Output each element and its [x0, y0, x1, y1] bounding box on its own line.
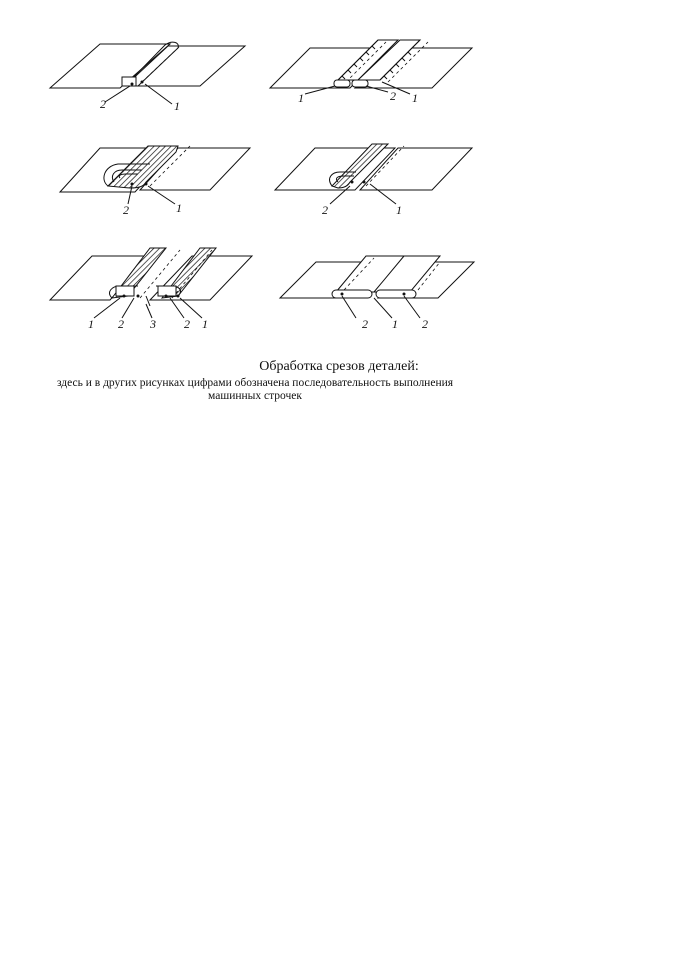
panel-6-seam [280, 256, 474, 331]
caption-note: здесь и в других рисунках цифрами обозначена последовательность выполнения машинных строчек [56, 377, 454, 402]
panel-6-label-b: 1 [392, 317, 398, 331]
panel-4-label-b: 1 [396, 203, 402, 217]
panel-2-label-b: 2 [390, 89, 396, 103]
panel-5-label-d: 2 [184, 317, 190, 331]
panel-1-label-b: 1 [174, 99, 180, 113]
panel-3-label-a: 2 [123, 203, 129, 217]
panel-1-seam [50, 42, 245, 113]
panel-5-label-e: 1 [202, 317, 208, 331]
panel-2-label-a: 1 [298, 91, 304, 105]
panel-4-seam [275, 144, 472, 217]
panel-5-seam [50, 248, 252, 331]
caption-title: Обработка срезов деталей: [259, 359, 419, 374]
seam-diagram [0, 0, 678, 420]
panel-4-label-a: 2 [322, 203, 328, 217]
panel-5-label-a: 1 [88, 317, 94, 331]
panel-2-seam [270, 40, 472, 105]
panel-6-label-c: 2 [422, 317, 428, 331]
panel-2-label-c: 1 [412, 91, 418, 105]
panel-5-label-b: 2 [118, 317, 124, 331]
panel-5-label-c: 3 [150, 317, 156, 331]
panel-3-seam [60, 146, 250, 217]
panel-6-label-a: 2 [362, 317, 368, 331]
panel-1-label-a: 2 [100, 97, 106, 111]
panel-3-label-b: 1 [176, 201, 182, 215]
